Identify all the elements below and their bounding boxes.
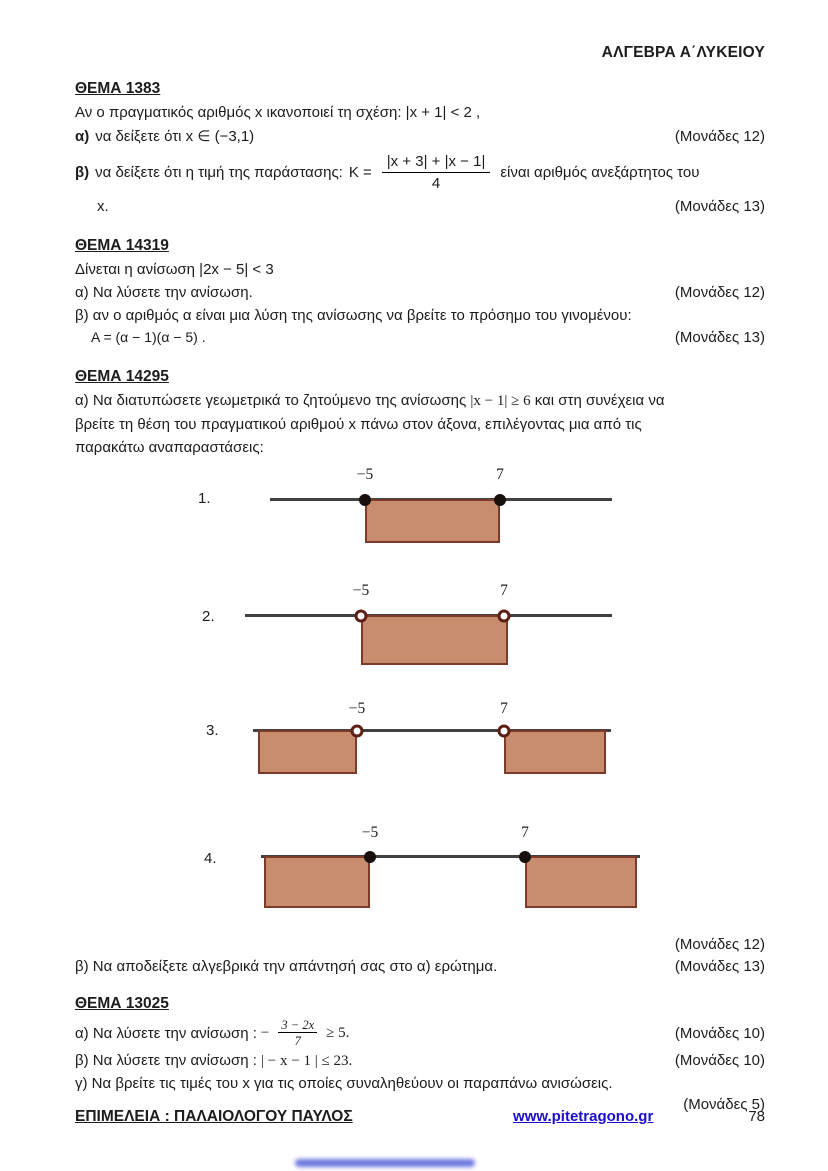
theme-1383-title: ΘΕΜΑ 1383 — [75, 80, 161, 97]
intro-math-expression: |x + 1| < 2 , — [405, 104, 481, 121]
theme-1383-part-a — [75, 126, 765, 147]
theme-14295-line2: βρείτε τη θέση του πραγματικού αριθμού x πάνω στον άξονα, επιλέγοντας μια από τις — [75, 416, 642, 433]
number-line-diagram-4 — [75, 822, 765, 926]
theme-13025 — [75, 993, 765, 1115]
endpoint-left-closed-dot — [359, 494, 371, 506]
theme-14319-title: ΘΕΜΑ 14319 — [75, 237, 169, 254]
part-b-continuation: x. — [97, 198, 109, 215]
theme-14295-part-a-points: (Μονάδες 12) — [674, 936, 765, 953]
fraction-numerator: |x + 3| + |x − 1| — [382, 152, 491, 173]
diagram-number: 3. — [206, 722, 219, 739]
interval-box-inside — [365, 499, 500, 543]
theme-14295-line3: παρακάτω αναπαραστάσεις: — [75, 439, 264, 456]
endpoint-label-left: −5 — [356, 466, 374, 483]
endpoint-right-closed-dot — [494, 494, 506, 506]
part-b-text: β) Να λύσετε την ανίσωση : — [75, 1052, 257, 1069]
part-b-points: (Μονάδες 13) — [674, 958, 765, 975]
interval-box-right-outside — [504, 730, 606, 774]
theme-1383-intro — [75, 102, 765, 123]
part-b-text: να δείξετε ότι η τιμή της παράστασης: — [95, 163, 343, 181]
intro-text: Αν ο πραγματικός αριθμός x ικανοποιεί τη σχέση: — [75, 104, 402, 121]
endpoint-left-open-circle — [351, 725, 364, 738]
endpoint-left-open-circle — [355, 610, 368, 623]
part-a-points: (Μονάδες 10) — [674, 1024, 765, 1042]
endpoint-label-right: 7 — [496, 466, 504, 483]
theme-14295-title: ΘΕΜΑ 14295 — [75, 368, 169, 385]
part-b-tail: είναι αριθμός ανεξάρτητος του — [500, 163, 700, 181]
interval-box-left-outside — [264, 856, 370, 908]
fraction-denominator: 4 — [431, 174, 441, 192]
endpoint-label-right: 7 — [500, 700, 508, 717]
endpoint-left-closed-dot — [364, 851, 376, 863]
page-header-title: ΑΛΓΕΒΡΑ Α΄ΛΥΚΕΙΟΥ — [601, 44, 765, 61]
part-a-points: (Μονάδες 12) — [674, 284, 765, 301]
part-a-text: α) Να λύσετε την ανίσωση. — [75, 284, 253, 301]
page-footer — [75, 1106, 765, 1127]
theme-14319-part-b-formula-row — [75, 327, 765, 348]
endpoint-right-open-circle — [498, 610, 511, 623]
theme-14295-line1 — [75, 390, 765, 412]
part-b-text: β) Να αποδείξετε αλγεβρικά την απάντησή σας στο α) ερώτημα. — [75, 958, 498, 975]
inequality-rhs: ≥ 5. — [326, 1024, 350, 1041]
theme-13025-part-c-points: (Μονάδες 5) — [683, 1096, 765, 1113]
footer-editor-credit: ΕΠΙΜΕΛΕΙΑ : ΠΑΛΑΙΟΛΟΓΟΥ ΠΑΥΛΟΣ — [75, 1108, 353, 1125]
endpoint-label-right: 7 — [500, 582, 508, 599]
page-number: 78 — [748, 1108, 765, 1125]
formula-lhs: K = — [348, 163, 372, 181]
minus-sign: − — [260, 1024, 270, 1041]
number-line-diagram-3 — [75, 698, 765, 790]
endpoint-label-left: −5 — [348, 700, 366, 717]
diagram-number: 4. — [204, 850, 217, 867]
endpoint-label-left: −5 — [352, 582, 370, 599]
fraction — [382, 152, 491, 193]
part-b-points: (Μονάδες 10) — [674, 1052, 765, 1069]
interval-box-right-outside — [525, 856, 637, 908]
number-line-diagram-1 — [75, 464, 765, 560]
inequality-expression: | − x − 1 | ≤ 23. — [261, 1053, 353, 1069]
theme-1383-part-b-cont — [75, 196, 765, 217]
theme-14319-part-b-text: β) αν ο αριθμός α είναι μια λύση της ανίσωσης να βρείτε το πρόσημο του γινομένου: — [75, 307, 632, 324]
endpoint-label-left: −5 — [361, 824, 379, 841]
scan-artifact-blue-mark — [295, 1159, 475, 1167]
theme-13025-title: ΘΕΜΑ 13025 — [75, 995, 169, 1012]
endpoint-label-right: 7 — [521, 824, 529, 841]
theme-1383-part-b — [75, 149, 765, 195]
footer-website-link[interactable]: www.pitetragono.gr — [513, 1108, 654, 1125]
theme-1383 — [75, 78, 765, 217]
number-line-diagram-2 — [75, 580, 765, 680]
interval-box-left-outside — [258, 730, 357, 774]
theme-13025-part-a — [75, 1018, 765, 1048]
fraction — [278, 1018, 317, 1048]
part-a-text: α) Να λύσετε την ανίσωση : — [75, 1024, 257, 1042]
part-a-text: να δείξετε ότι x ∈ (−3,1) — [95, 128, 255, 145]
theme-14319-part-a — [75, 282, 765, 303]
part-a-text-pre: α) Να διατυπώσετε γεωμετρικά το ζητούμενο της ανίσωσης — [75, 392, 467, 409]
inequality-expression: |x − 1| ≥ 6 — [470, 393, 531, 409]
diagram-number: 1. — [198, 490, 211, 507]
theme-14295 — [75, 366, 765, 977]
theme-14319 — [75, 235, 765, 348]
theme-13025-part-b — [75, 1050, 765, 1072]
fraction-numerator: 3 − 2x — [278, 1018, 317, 1033]
endpoint-right-closed-dot — [519, 851, 531, 863]
theme-14295-part-b — [75, 956, 765, 977]
endpoint-right-open-circle — [498, 725, 511, 738]
product-formula: Α = (α − 1)(α − 5) . — [91, 329, 206, 345]
theme-14319-given: Δίνεται η ανίσωση |2x − 5| < 3 — [75, 261, 274, 278]
diagram-number: 2. — [202, 608, 215, 625]
interval-box-inside — [361, 615, 508, 665]
part-a-text-post: και στη συνέχεια να — [534, 392, 665, 409]
part-b-points: (Μονάδες 13) — [674, 198, 765, 215]
part-a-label: α) — [75, 128, 90, 145]
theme-13025-part-c: γ) Να βρείτε τις τιμές του x για τις οποίες συναληθεύουν οι παραπάνω ανισώσεις. — [75, 1075, 613, 1092]
part-b-label: β) — [75, 163, 90, 181]
fraction-denominator: 7 — [294, 1034, 301, 1048]
part-b-points: (Μονάδες 13) — [674, 329, 765, 346]
part-a-points: (Μονάδες 12) — [674, 128, 765, 145]
